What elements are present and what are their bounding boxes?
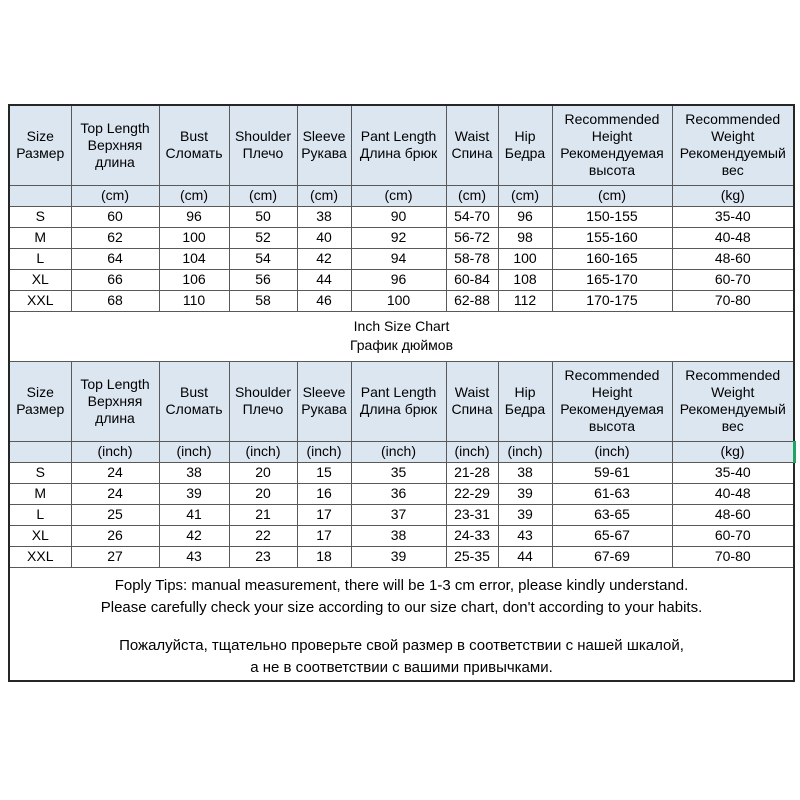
measurement-cell: 104 bbox=[159, 248, 229, 269]
column-header-en: Top Length bbox=[80, 119, 150, 136]
unit-cell: (inch) bbox=[159, 441, 229, 462]
measurement-cell: 26 bbox=[71, 525, 159, 546]
measurement-cell: 27 bbox=[71, 546, 159, 567]
column-header-ru: Длина брюк bbox=[359, 145, 438, 162]
measurement-cell: 24 bbox=[71, 483, 159, 504]
column-header-waist bbox=[446, 361, 498, 441]
measurement-cell: 38 bbox=[159, 462, 229, 483]
measurement-cell: 40 bbox=[297, 227, 351, 248]
measurement-cell: 42 bbox=[159, 525, 229, 546]
column-header-ru: Сломать bbox=[165, 145, 223, 162]
inch-table-body bbox=[9, 462, 794, 567]
column-header-ru: Спина bbox=[451, 401, 493, 417]
column-header-ru: Бедра bbox=[504, 145, 546, 162]
inch-chart-title-en: Inch Size Chart bbox=[353, 318, 450, 334]
measurement-cell: 41 bbox=[159, 504, 229, 525]
column-header-en: Recommended Height bbox=[564, 111, 660, 145]
measurement-cell: 54-70 bbox=[446, 206, 498, 227]
measurement-cell: 62 bbox=[71, 227, 159, 248]
column-header-hip bbox=[498, 361, 552, 441]
size-label: XXL bbox=[9, 546, 71, 567]
column-header-ru: Рукава bbox=[301, 145, 347, 162]
measurement-cell: 58 bbox=[229, 290, 297, 311]
column-header-size bbox=[9, 361, 71, 441]
measurement-cell: 35-40 bbox=[672, 462, 794, 483]
measurement-cell: 43 bbox=[159, 546, 229, 567]
column-header-bust bbox=[159, 105, 229, 185]
measurement-cell: 59-61 bbox=[552, 462, 672, 483]
measurement-cell: 44 bbox=[498, 546, 552, 567]
footer-row bbox=[9, 567, 794, 681]
measurement-cell: 100 bbox=[351, 290, 446, 311]
measurement-cell: 56 bbox=[229, 269, 297, 290]
measurement-cell: 60-84 bbox=[446, 269, 498, 290]
measurement-cell: 46 bbox=[297, 290, 351, 311]
column-header-recommended-height bbox=[552, 105, 672, 185]
unit-cell: (cm) bbox=[552, 185, 672, 206]
measurement-cell: 108 bbox=[498, 269, 552, 290]
column-header-hip bbox=[498, 105, 552, 185]
measurement-cell: 160-165 bbox=[552, 248, 672, 269]
measurement-cell: 39 bbox=[159, 483, 229, 504]
size-row-m bbox=[9, 227, 794, 248]
unit-cell: (kg) bbox=[672, 441, 794, 462]
measurement-cell: 38 bbox=[297, 206, 351, 227]
size-label: S bbox=[9, 462, 71, 483]
measurement-cell: 70-80 bbox=[672, 290, 794, 311]
measurement-cell: 58-78 bbox=[446, 248, 498, 269]
measurement-cell: 25 bbox=[71, 504, 159, 525]
measurement-cell: 62-88 bbox=[446, 290, 498, 311]
measurement-cell: 39 bbox=[351, 546, 446, 567]
size-row-s bbox=[9, 462, 794, 483]
column-header-top-length bbox=[71, 361, 159, 441]
unit-cell: (cm) bbox=[446, 185, 498, 206]
measurement-cell: 40-48 bbox=[672, 227, 794, 248]
measurement-cell: 100 bbox=[498, 248, 552, 269]
measurement-cell: 92 bbox=[351, 227, 446, 248]
measurement-cell: 25-35 bbox=[446, 546, 498, 567]
column-header-en: Size bbox=[26, 128, 54, 145]
measurement-cell: 39 bbox=[498, 483, 552, 504]
footer-tip-en-line1: Foply Tips: manual measurement, there will be 1-3 cm error, please kindly understand. bbox=[114, 576, 689, 594]
unit-cell: (cm) bbox=[229, 185, 297, 206]
measurement-cell: 66 bbox=[71, 269, 159, 290]
size-row-xxl bbox=[9, 290, 794, 311]
unit-cell bbox=[9, 441, 71, 462]
measurement-cell: 22 bbox=[229, 525, 297, 546]
column-header-en: Recommended Weight bbox=[685, 367, 781, 400]
size-row-xl bbox=[9, 269, 794, 290]
unit-cell bbox=[9, 185, 71, 206]
measurement-cell: 16 bbox=[297, 483, 351, 504]
measurement-cell: 106 bbox=[159, 269, 229, 290]
measurement-cell: 52 bbox=[229, 227, 297, 248]
column-header-ru: Сломать bbox=[165, 401, 223, 417]
column-header-en: Pant Length bbox=[360, 128, 437, 145]
column-header-ru: Длина брюк bbox=[359, 401, 438, 417]
measurement-cell: 65-67 bbox=[552, 525, 672, 546]
size-row-xl bbox=[9, 525, 794, 546]
measurement-cell: 94 bbox=[351, 248, 446, 269]
measurement-cell: 20 bbox=[229, 483, 297, 504]
column-header-en: Shoulder bbox=[234, 384, 292, 400]
column-header-shoulder bbox=[229, 361, 297, 441]
column-header-shoulder bbox=[229, 105, 297, 185]
measurement-cell: 100 bbox=[159, 227, 229, 248]
measurement-cell: 63-65 bbox=[552, 504, 672, 525]
size-label: XL bbox=[9, 269, 71, 290]
measurement-cell: 96 bbox=[351, 269, 446, 290]
column-header-waist bbox=[446, 105, 498, 185]
column-header-top-length bbox=[71, 105, 159, 185]
measurement-cell: 48-60 bbox=[672, 248, 794, 269]
size-label: S bbox=[9, 206, 71, 227]
inch-chart-title-ru: График дюймов bbox=[349, 337, 454, 353]
cm-header-row bbox=[9, 105, 794, 185]
measurement-cell: 90 bbox=[351, 206, 446, 227]
column-header-ru: Размер bbox=[16, 401, 65, 417]
measurement-cell: 110 bbox=[159, 290, 229, 311]
column-header-ru: Спина bbox=[451, 145, 493, 162]
measurement-cell: 60-70 bbox=[672, 525, 794, 546]
measurement-cell: 22-29 bbox=[446, 483, 498, 504]
column-header-en: Shoulder bbox=[234, 128, 292, 145]
measurement-cell: 44 bbox=[297, 269, 351, 290]
measurement-cell: 150-155 bbox=[552, 206, 672, 227]
column-header-en: Bust bbox=[179, 128, 208, 145]
column-header-sleeve bbox=[297, 361, 351, 441]
column-header-ru: Рекомендуемый вес bbox=[679, 145, 786, 179]
unit-cell: (inch) bbox=[229, 441, 297, 462]
measurement-cell: 15 bbox=[297, 462, 351, 483]
measurement-cell: 36 bbox=[351, 483, 446, 504]
unit-cell: (inch) bbox=[351, 441, 446, 462]
cm-table-body bbox=[9, 206, 794, 311]
measurement-cell: 165-170 bbox=[552, 269, 672, 290]
footer-cell bbox=[9, 567, 794, 681]
column-header-ru: Верхняя длина bbox=[87, 136, 143, 170]
unit-cell: (cm) bbox=[297, 185, 351, 206]
measurement-cell: 43 bbox=[498, 525, 552, 546]
measurement-cell: 35-40 bbox=[672, 206, 794, 227]
column-header-ru: Верхняя длина bbox=[87, 392, 143, 426]
unit-cell: (cm) bbox=[71, 185, 159, 206]
measurement-cell: 60 bbox=[71, 206, 159, 227]
unit-cell: (cm) bbox=[351, 185, 446, 206]
column-header-ru: Плечо bbox=[242, 401, 284, 417]
measurement-cell: 24-33 bbox=[446, 525, 498, 546]
measurement-cell: 64 bbox=[71, 248, 159, 269]
column-header-ru: Размер bbox=[16, 145, 65, 162]
measurement-cell: 61-63 bbox=[552, 483, 672, 504]
size-label: L bbox=[9, 248, 71, 269]
column-header-en: Waist bbox=[454, 128, 490, 145]
column-header-ru: Бедра bbox=[504, 401, 546, 417]
measurement-cell: 42 bbox=[297, 248, 351, 269]
unit-cell: (kg) bbox=[672, 185, 794, 206]
inch-chart-title-row bbox=[9, 311, 794, 361]
measurement-cell: 56-72 bbox=[446, 227, 498, 248]
footer-tip-ru-line2: а не в соответствии с вашими привычками. bbox=[250, 658, 553, 676]
column-header-en: Bust bbox=[179, 384, 208, 400]
column-header-en: Top Length bbox=[80, 375, 150, 392]
measurement-cell: 96 bbox=[159, 206, 229, 227]
measurement-cell: 170-175 bbox=[552, 290, 672, 311]
measurement-cell: 98 bbox=[498, 227, 552, 248]
measurement-cell: 96 bbox=[498, 206, 552, 227]
measurement-cell: 40-48 bbox=[672, 483, 794, 504]
measurement-cell: 70-80 bbox=[672, 546, 794, 567]
column-header-recommended-height bbox=[552, 361, 672, 441]
inch-header-row bbox=[9, 361, 794, 441]
unit-cell: (cm) bbox=[498, 185, 552, 206]
measurement-cell: 112 bbox=[498, 290, 552, 311]
column-header-recommended-weight bbox=[672, 105, 794, 185]
column-header-ru: Рекомендуемый вес bbox=[679, 401, 786, 434]
column-header-en: Sleeve bbox=[302, 384, 346, 400]
size-label: L bbox=[9, 504, 71, 525]
size-label: M bbox=[9, 227, 71, 248]
size-label: M bbox=[9, 483, 71, 504]
measurement-cell: 21-28 bbox=[446, 462, 498, 483]
size-label: XL bbox=[9, 525, 71, 546]
column-header-en: Hip bbox=[514, 128, 536, 145]
unit-cell: (inch) bbox=[498, 441, 552, 462]
column-header-ru: Рекомендуемая высота bbox=[560, 145, 664, 179]
column-header-ru: Плечо bbox=[242, 145, 284, 162]
unit-cell: (inch) bbox=[446, 441, 498, 462]
measurement-cell: 17 bbox=[297, 504, 351, 525]
column-header-sleeve bbox=[297, 105, 351, 185]
measurement-cell: 17 bbox=[297, 525, 351, 546]
measurement-cell: 20 bbox=[229, 462, 297, 483]
column-header-en: Recommended Height bbox=[564, 367, 660, 400]
measurement-cell: 21 bbox=[229, 504, 297, 525]
column-header-en: Size bbox=[26, 384, 54, 400]
column-header-en: Waist bbox=[454, 384, 490, 400]
inch-chart-title-cell bbox=[9, 311, 794, 361]
column-header-en: Pant Length bbox=[360, 384, 437, 400]
footer-tip-ru-line1: Пожалуйста, тщательно проверьте свой размер в соответствии с нашей шкалой, bbox=[119, 636, 684, 654]
column-header-pant-length bbox=[351, 105, 446, 185]
measurement-cell: 60-70 bbox=[672, 269, 794, 290]
unit-cell: (inch) bbox=[552, 441, 672, 462]
column-header-en: Recommended Weight bbox=[685, 111, 781, 145]
column-header-en: Hip bbox=[514, 384, 536, 400]
size-row-m bbox=[9, 483, 794, 504]
measurement-cell: 37 bbox=[351, 504, 446, 525]
measurement-cell: 18 bbox=[297, 546, 351, 567]
measurement-cell: 54 bbox=[229, 248, 297, 269]
unit-cell: (inch) bbox=[297, 441, 351, 462]
unit-cell: (inch) bbox=[71, 441, 159, 462]
column-header-bust bbox=[159, 361, 229, 441]
column-header-pant-length bbox=[351, 361, 446, 441]
column-header-ru: Рукава bbox=[301, 401, 347, 417]
size-row-s bbox=[9, 206, 794, 227]
size-row-l bbox=[9, 248, 794, 269]
measurement-cell: 50 bbox=[229, 206, 297, 227]
column-header-en: Sleeve bbox=[302, 128, 346, 145]
size-chart-table bbox=[8, 104, 796, 682]
cm-unit-row bbox=[9, 185, 794, 206]
measurement-cell: 67-69 bbox=[552, 546, 672, 567]
size-row-xxl bbox=[9, 546, 794, 567]
inch-unit-row bbox=[9, 441, 794, 462]
measurement-cell: 35 bbox=[351, 462, 446, 483]
measurement-cell: 24 bbox=[71, 462, 159, 483]
column-header-size bbox=[9, 105, 71, 185]
size-row-l bbox=[9, 504, 794, 525]
measurement-cell: 155-160 bbox=[552, 227, 672, 248]
measurement-cell: 23 bbox=[229, 546, 297, 567]
measurement-cell: 68 bbox=[71, 290, 159, 311]
measurement-cell: 38 bbox=[498, 462, 552, 483]
unit-cell: (cm) bbox=[159, 185, 229, 206]
size-label: XXL bbox=[9, 290, 71, 311]
footer-tip-en-line2: Please carefully check your size according to our size chart, don't according to your habits. bbox=[100, 598, 703, 616]
column-header-recommended-weight bbox=[672, 361, 794, 441]
measurement-cell: 38 bbox=[351, 525, 446, 546]
column-header-ru: Рекомендуемая высота bbox=[560, 401, 664, 434]
measurement-cell: 48-60 bbox=[672, 504, 794, 525]
measurement-cell: 39 bbox=[498, 504, 552, 525]
measurement-cell: 23-31 bbox=[446, 504, 498, 525]
